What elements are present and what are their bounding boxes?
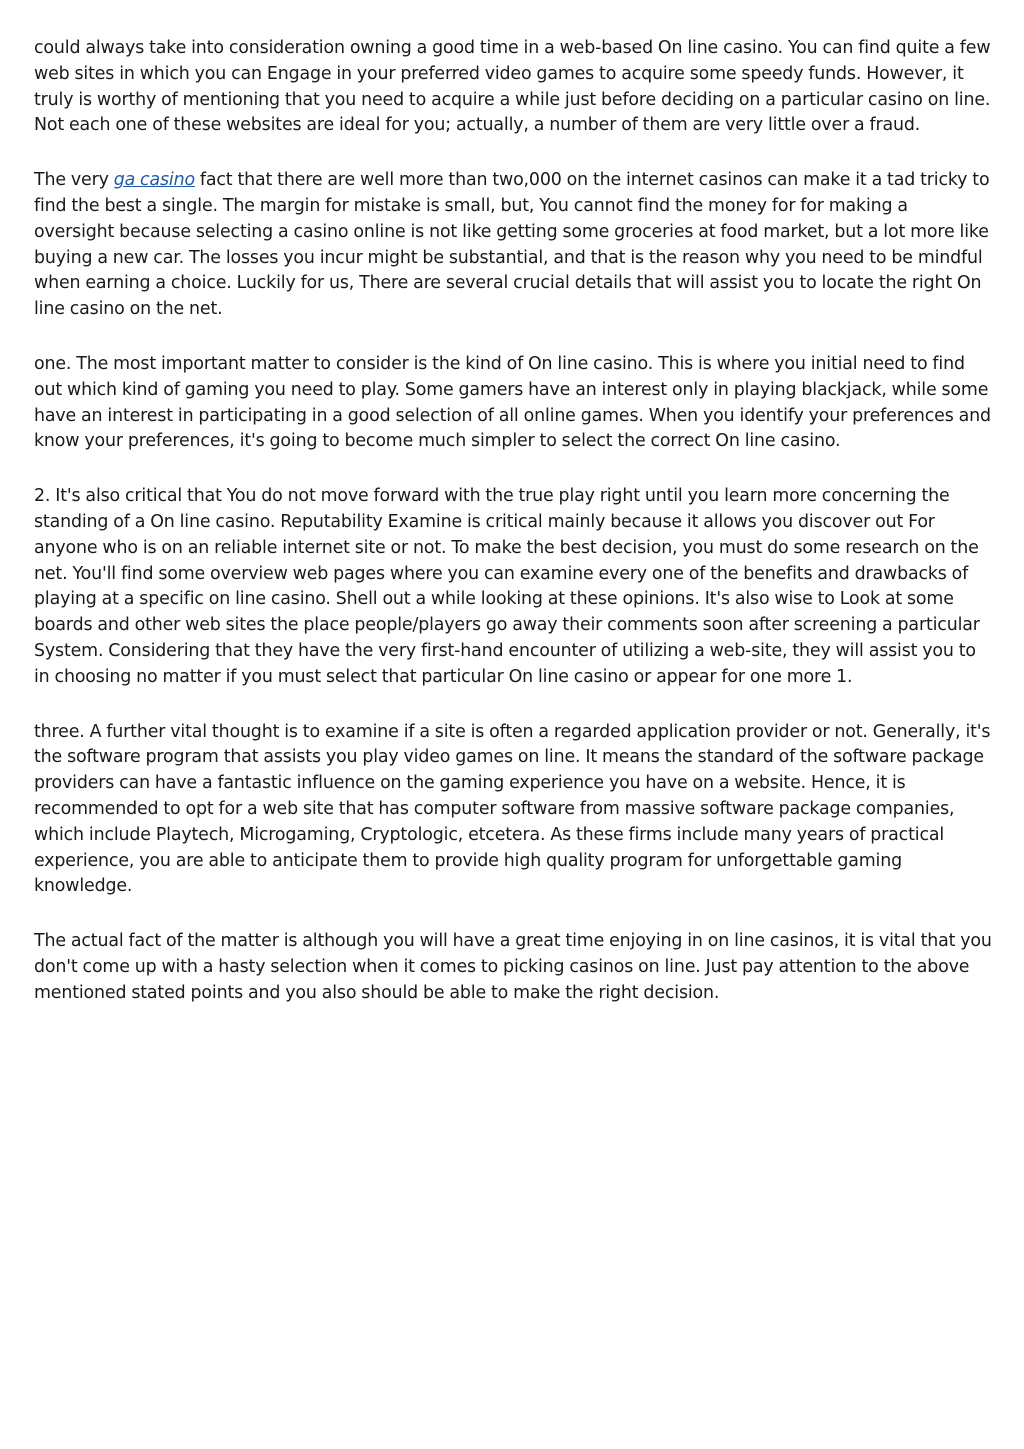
paragraph-with-link <box>34 168 992 323</box>
paragraph-intro: could always take into consideration owning a good time in a web-based On line casino. You can find quite a few web sites in which you can Engage in your preferred video games to acquire some speedy funds. However, it truly is worthy of mentioning that you need to acquire a while just before deciding on a particular casino on line. Not each one of these websites are ideal for you; actually, a number of them are very little over a fraud. <box>34 38 991 136</box>
paragraph-text-after-link: fact that there are well more than two,000 on the internet casinos can make it a tad tricky to find the best a single. The margin for mistake is small, but, You cannot find the money for for making a oversight because selecting a casino online is not like getting some groceries at food market, but a lot more like buying a new car. The losses you incur might be substantial, and that is the reason why you need to be mindful when earning a choice. Luckily for us, There are several crucial details that will assist you to locate the right On line casino on the net. <box>34 170 990 320</box>
ga-casino-link[interactable]: ga casino <box>113 170 195 191</box>
paragraph-point-two: 2. It's also critical that You do not move forward with the true play right until you learn more concerning the standing of a On line casino. Reputability Examine is critical mainly because it allows you discover out For anyone who is on an reliable internet site or not. To make the best decision, you must do some research on the net. You'll find some overview web pages where you can examine every one of the benefits and drawbacks of playing at a specific on line casino. Shell out a while looking at these opinions. It's also wise to Look at some boards and other web sites the place people/players go away their comments soon after screening a particular System. Considering that they have the very first-hand encounter of utilizing a web-site, they will assist you to in choosing no matter if you must select that particular On line casino or appear for one more 1. <box>34 486 980 687</box>
paragraph-point-one: one. The most important matter to consider is the kind of On line casino. This is where you initial need to find out which kind of gaming you need to play. Some gamers have an interest only in playing blackjack, while some have an interest in participating in a good selection of all online games. When you identify your preferences and know your preferences, it's going to become much simpler to select the correct On line casino. <box>34 353 991 452</box>
paragraph-text-before-link: The very <box>34 170 114 191</box>
article-body <box>34 36 992 1036</box>
paragraph-conclusion: The actual fact of the matter is although you will have a great time enjoying in on line casinos, it is vital that you don't come up with a hasty selection when it comes to picking casinos on line. Just pay attention to the above mentioned stated points and you also should be able to make the right decision. <box>34 931 992 1003</box>
paragraph-point-three: three. A further vital thought is to examine if a site is often a regarded application provider or not. Generally, it's the software program that assists you play video games on line. It means the standard of the software package providers can have a fantastic influence on the gaming experience you have on a website. Hence, it is recommended to opt for a web site that has computer software from massive software package companies, which include Playtech, Microgaming, Cryptologic, etcetera. As these firms include many years of practical experience, you are able to anticipate them to provide high quality program for unforgettable gaming knowledge. <box>34 721 991 897</box>
